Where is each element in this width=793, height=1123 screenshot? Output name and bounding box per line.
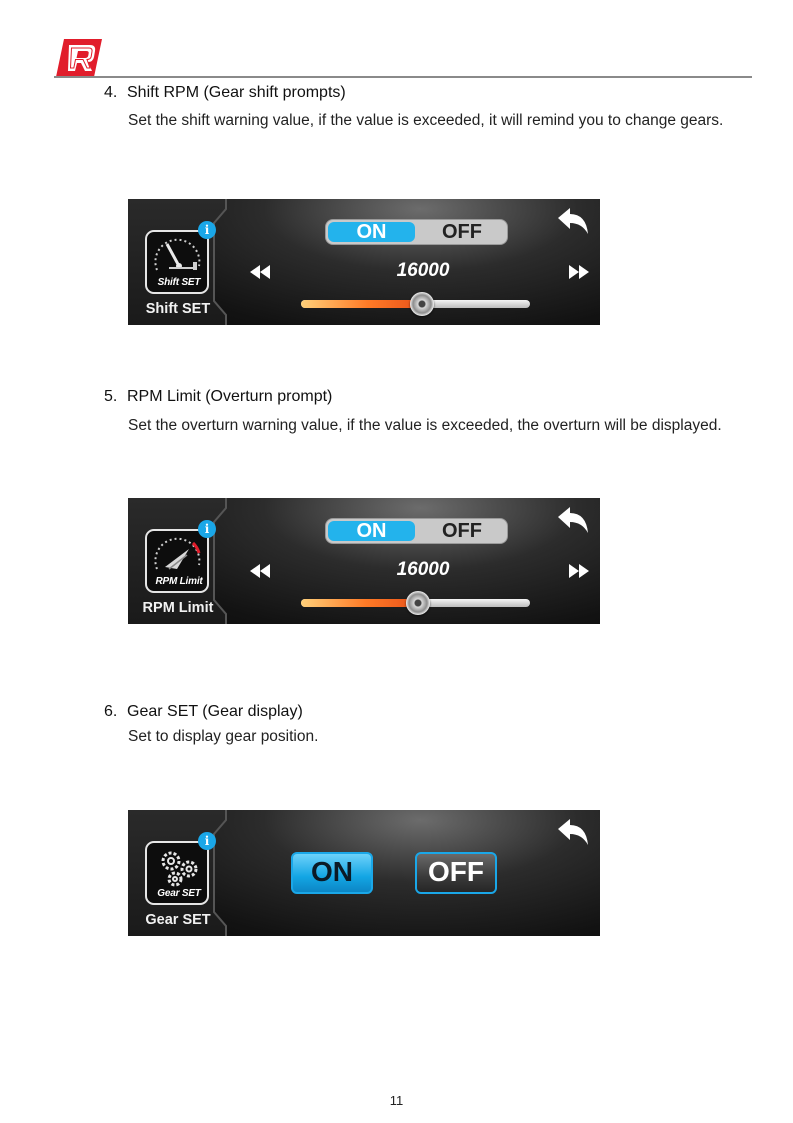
on-off-toggle[interactable] (325, 518, 508, 544)
section-title: Shift RPM (Gear shift prompts) (127, 84, 346, 101)
rpm-value: 16000 (396, 559, 450, 580)
rpm-slider[interactable] (301, 300, 530, 308)
slider-fill (301, 300, 422, 308)
shift-set-icon-tile[interactable] (145, 230, 209, 294)
rpm-value: 16000 (396, 260, 450, 281)
slider-knob[interactable] (410, 292, 434, 316)
on-off-toggle[interactable] (325, 219, 508, 245)
info-icon[interactable]: i (198, 520, 216, 538)
fast-forward-icon[interactable] (568, 564, 590, 578)
slider-knob[interactable] (406, 591, 430, 615)
section-title: Gear SET (Gear display) (127, 703, 303, 720)
gear-set-icon-tile[interactable] (145, 841, 209, 905)
section-number: 6. (104, 703, 118, 720)
rpm-limit-panel (128, 498, 600, 624)
toggle-on[interactable]: ON (328, 521, 415, 541)
section-heading (104, 703, 303, 721)
rpm-slider[interactable] (301, 599, 530, 607)
rewind-icon[interactable] (249, 564, 271, 578)
icon-caption: Shift SET (157, 277, 201, 288)
gear-off-button[interactable]: OFF (415, 852, 497, 894)
section-number: 4. (104, 84, 118, 101)
info-icon[interactable]: i (198, 832, 216, 850)
toggle-off[interactable]: OFF (442, 221, 482, 243)
section-description: Set the shift warning value, if the value is exceeded, it will remind you to change gears. (128, 112, 724, 129)
section-description: Set to display gear position. (128, 728, 319, 745)
section-heading (104, 388, 332, 406)
panel-label: Gear SET (145, 912, 211, 928)
toggle-on[interactable]: ON (328, 222, 415, 242)
section-heading (104, 84, 346, 102)
icon-caption: RPM Limit (155, 576, 203, 587)
fast-forward-icon[interactable] (568, 265, 590, 279)
slider-fill (301, 599, 418, 607)
gear-set-panel (128, 810, 600, 936)
brand-logo (54, 37, 104, 79)
panel-label: RPM Limit (142, 600, 214, 616)
info-icon[interactable]: i (198, 221, 216, 239)
toggle-off[interactable]: OFF (442, 520, 482, 542)
rewind-icon[interactable] (249, 265, 271, 279)
back-arrow-icon[interactable] (556, 206, 590, 236)
icon-caption: Gear SET (157, 888, 201, 899)
shift-set-panel (128, 199, 600, 325)
panel-label: Shift SET (145, 301, 211, 317)
section-number: 5. (104, 388, 118, 405)
back-arrow-icon[interactable] (556, 505, 590, 535)
header-rule (54, 76, 752, 78)
rpm-limit-icon-tile[interactable] (145, 529, 209, 593)
section-description: Set the overturn warning value, if the value is exceeded, the overturn will be displayed. (128, 417, 722, 434)
gear-on-button[interactable]: ON (291, 852, 373, 894)
page-number: 11 (389, 1093, 404, 1108)
back-arrow-icon[interactable] (556, 817, 590, 847)
section-title: RPM Limit (Overturn prompt) (127, 388, 333, 405)
